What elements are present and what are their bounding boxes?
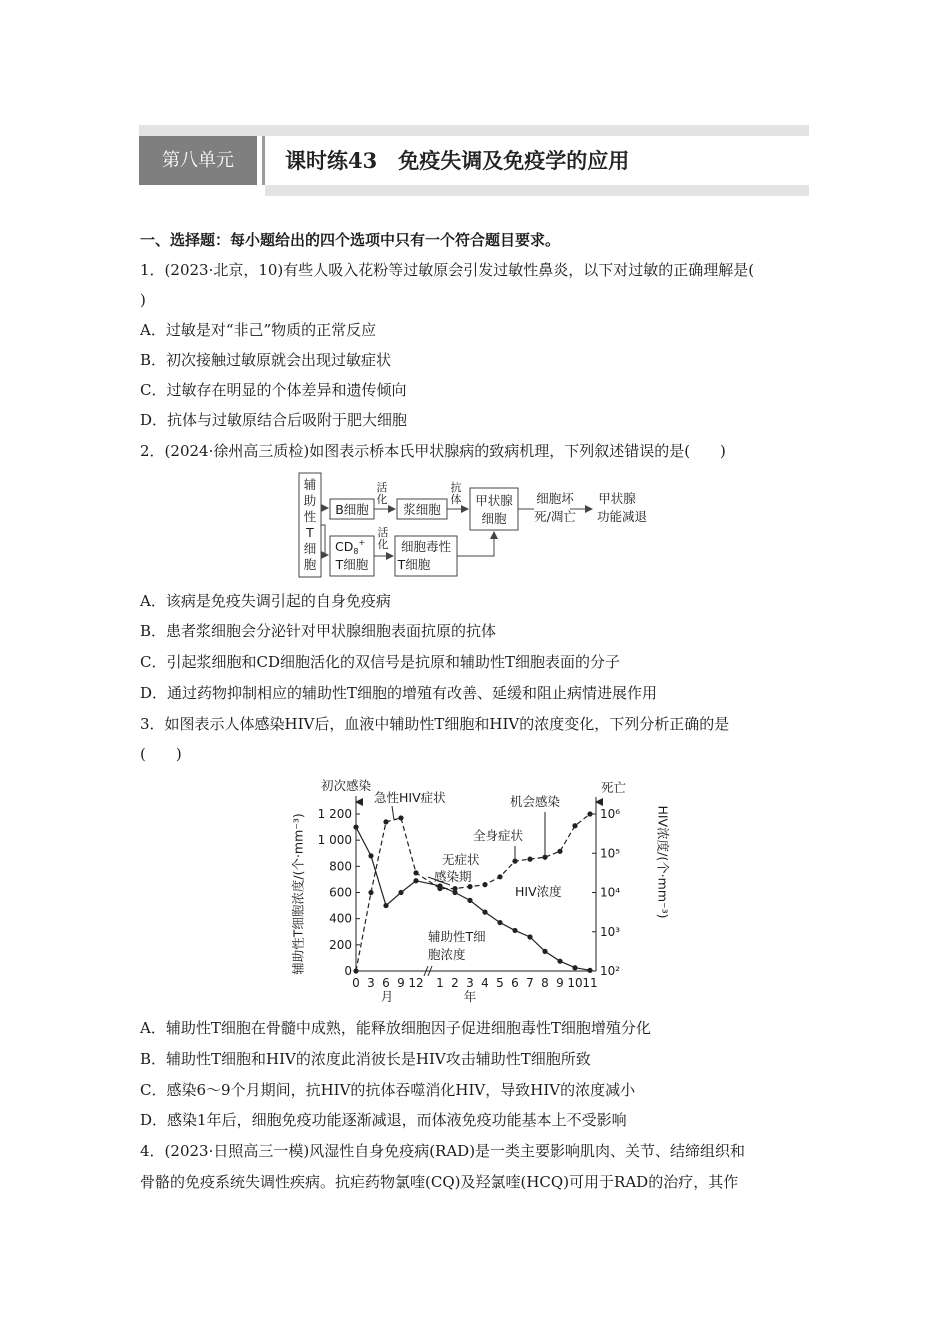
- t-cell-point: [383, 903, 388, 908]
- q1-option-b: B．初次接触过敏原就会出现过敏症状: [140, 351, 392, 369]
- banner-top-bar: [139, 125, 809, 136]
- arrow-to-cd8: [321, 525, 328, 555]
- q1-option-a: A．过敏是对“非己”物质的正常反应: [140, 321, 377, 339]
- t-cell-point: [557, 959, 562, 964]
- x-tick-label: 2: [451, 976, 459, 990]
- x-unit-months: 月: [380, 989, 394, 1004]
- q2-stem: 2．(2024·徐州高三质检)如图表示桥本氏甲状腺病的致病机理，下列叙述错误的是( ): [140, 442, 726, 460]
- y-right-axis-label: HIV浓度/(个·mm⁻³): [655, 805, 670, 919]
- annotation-arrow: [392, 806, 394, 820]
- t-cell-series-label: 胞浓度: [428, 947, 466, 962]
- q3-stem-line2: ( ): [140, 745, 182, 763]
- x-tick-label: 9: [556, 976, 564, 990]
- helper-t-char: 细: [303, 541, 317, 556]
- annotation-systemic-symptoms: 全身症状: [473, 828, 524, 843]
- q1-stem-line1: 1．(2023·北京，10)有些人吸入花粉等过敏原会引发过敏性鼻炎，以下对过敏的正确理解是(: [140, 261, 755, 279]
- x-tick-label: 6: [511, 976, 519, 990]
- hiv-point: [413, 870, 418, 875]
- page-title: 课时练43 免疫失调及免疫学的应用: [285, 148, 630, 173]
- t-cell-point: [572, 965, 577, 970]
- q2-diagram: [290, 470, 670, 582]
- x-tick-label: 9: [397, 976, 405, 990]
- thyroid-result-label: 甲状腺: [598, 491, 636, 506]
- annotation-latent-period: 感染期: [434, 869, 472, 884]
- activate-label: 化: [376, 493, 388, 506]
- y-left-tick-label: 600: [329, 885, 352, 900]
- q1-option-c: C．过敏存在明显的个体差异和遗传倾向: [140, 381, 407, 399]
- x-tick-label: 3: [466, 976, 474, 990]
- q3-option-c: C．感染6～9个月期间，抗HIV的抗体吞噬消化HIV，导致HIV的浓度减小: [140, 1081, 636, 1099]
- x-tick-label: 4: [481, 976, 489, 990]
- q2-option-a: A．该病是免疫失调引起的自身免疫病: [140, 592, 391, 610]
- t-cell-point: [587, 968, 592, 973]
- y-left-tick-label: 800: [329, 859, 352, 874]
- x-tick-label: 3: [367, 976, 375, 990]
- t-cell-point: [527, 934, 532, 939]
- cytotoxic-t-cell-label: T细胞: [397, 557, 431, 572]
- helper-t-char: 性: [303, 509, 317, 524]
- annotation-initial-infection: 初次感染: [321, 778, 372, 793]
- thyroid-result-label: 功能减退: [596, 509, 648, 524]
- q1-stem-line2: ): [140, 291, 146, 309]
- annotation-opportunistic: 机会感染: [510, 794, 561, 809]
- y-right-tick-label: 10⁵: [600, 846, 621, 861]
- banner-bottom-bar: [265, 185, 809, 196]
- hiv-point: [482, 882, 487, 887]
- hiv-point: [383, 819, 388, 824]
- x-unit-years: 年: [463, 989, 477, 1004]
- y-left-tick-label: 1 000: [317, 833, 352, 848]
- hiv-point: [452, 886, 457, 891]
- y-left-tick-label: 400: [329, 911, 352, 926]
- y-right-tick-label: 10³: [600, 924, 621, 939]
- hiv-point: [572, 823, 577, 828]
- t-cell-series-label: 辅助性T细: [428, 929, 486, 944]
- helper-t-char: 辅: [303, 477, 317, 492]
- section-heading: 一、选择题：每小题给出的四个选项中只有一个符合题目要求。: [140, 231, 561, 249]
- cell-death-label: 细胞坏: [536, 491, 574, 506]
- t-cell-point: [512, 928, 517, 933]
- x-tick-label: 1: [436, 976, 444, 990]
- hiv-point: [557, 849, 562, 854]
- t-cell-point: [482, 910, 487, 915]
- x-tick-label: 0: [352, 976, 360, 990]
- activate-label-2: 化: [377, 538, 389, 551]
- x-tick-label: 8: [541, 976, 549, 990]
- q1-option-d: D．抗体与过敏原结合后吸附于肥大细胞: [140, 411, 408, 429]
- annotation-asymptomatic: 无症状: [442, 852, 480, 867]
- hiv-point: [368, 890, 373, 895]
- q2-option-c: C．引起浆细胞和CD细胞活化的双信号是抗原和辅助性T细胞表面的分子: [140, 653, 620, 671]
- q2-option-d: D．通过药物抑制相应的辅助性T细胞的增殖有改善、延缓和阻止病情进展作用: [140, 684, 658, 702]
- cell-death-label: 死/凋亡: [534, 509, 576, 524]
- annotation-acute-hiv: 急性HIV症状: [374, 790, 446, 805]
- cytotoxic-t-cell-label: 细胞毒性: [400, 539, 452, 554]
- x-tick-label: 7: [526, 976, 534, 990]
- q4-stem-line1: 4．(2023·日照高三一模)风湿性自身免疫病(RAD)是一类主要影响肌肉、关节、结缔组织和: [140, 1142, 746, 1160]
- x-tick-label: 6: [382, 976, 390, 990]
- hiv-point: [497, 874, 502, 879]
- thyroid-cell-label: 细胞: [481, 511, 507, 526]
- activate-label-2: 活: [377, 526, 389, 539]
- t-cell-point: [413, 878, 418, 883]
- hiv-point: [398, 815, 403, 820]
- q2-option-b: B．患者浆细胞会分泌针对甲状腺细胞表面抗原的抗体: [140, 622, 497, 640]
- antibody-label: 体: [450, 493, 462, 506]
- t-cell-point: [353, 824, 358, 829]
- y-left-tick-label: 0: [344, 964, 352, 978]
- y-left-tick-label: 200: [329, 937, 352, 952]
- unit-label: 第八单元: [139, 136, 257, 185]
- helper-t-char: 助: [303, 493, 317, 508]
- x-tick-label: 11: [582, 976, 598, 990]
- unit-banner: [139, 125, 809, 195]
- hiv-point: [587, 811, 592, 816]
- annotation-death: 死亡: [601, 780, 627, 795]
- hiv-point: [437, 886, 442, 891]
- b-cell-label: B细胞: [335, 502, 369, 517]
- t-cell-point: [497, 920, 502, 925]
- y-left-tick-label: 1 200: [317, 807, 352, 821]
- cd8-t-cell-label: T细胞: [335, 557, 369, 572]
- q3-option-b: B．辅助性T细胞和HIV的浓度此消彼长是HIV攻击辅助性T细胞所致: [140, 1050, 591, 1068]
- x-tick-label: 10: [567, 976, 583, 990]
- y-right-tick-label: 10⁴: [600, 885, 621, 900]
- t-cell-point: [398, 890, 403, 895]
- banner-separator: [262, 136, 265, 185]
- hiv-chart: [290, 772, 670, 1008]
- q3-stem-line1: 3．如图表示人体感染HIV后，血液中辅助性T细胞和HIV的浓度变化，下列分析正确的是: [140, 715, 730, 733]
- hiv-series-label: HIV浓度: [515, 884, 562, 899]
- y-right-tick-label: 10²: [600, 964, 621, 978]
- activate-label: 活: [376, 481, 388, 494]
- q3-option-a: A．辅助性T细胞在骨髓中成熟，能释放细胞因子促进细胞毒性T细胞增殖分化: [140, 1019, 651, 1037]
- y-right-tick-label: 10⁶: [600, 807, 621, 821]
- y-left-axis-label: 辅助性T细胞浓度/(个·mm⁻³): [290, 813, 306, 975]
- helper-t-char: T: [306, 525, 314, 540]
- x-tick-label: 12: [408, 976, 424, 990]
- antibody-label: 抗: [450, 481, 462, 494]
- q4-stem-line2: 骨骼的免疫系统失调性疾病。抗疟药物氯喹(CQ)及羟氯喹(HCQ)可用于RAD的治疗，其作: [140, 1173, 739, 1191]
- arrow-ctl-to-thyroid: [457, 532, 494, 556]
- t-cell-point: [542, 949, 547, 954]
- hiv-point: [353, 968, 358, 973]
- thyroid-cell-label: 甲状腺: [475, 493, 513, 508]
- helper-t-char: 胞: [303, 557, 317, 572]
- plasma-cell-label: 浆细胞: [403, 502, 441, 517]
- t-cell-point: [368, 853, 373, 858]
- hiv-point: [467, 884, 472, 889]
- cd8-t-cell-label: $CD_8^+$: [335, 538, 366, 556]
- q3-option-d: D．感染1年后，细胞免疫功能逐渐减退，而体液免疫功能基本上不受影响: [140, 1111, 627, 1129]
- x-tick-label: 5: [496, 976, 504, 990]
- t-cell-point: [467, 898, 472, 903]
- hiv-point: [527, 857, 532, 862]
